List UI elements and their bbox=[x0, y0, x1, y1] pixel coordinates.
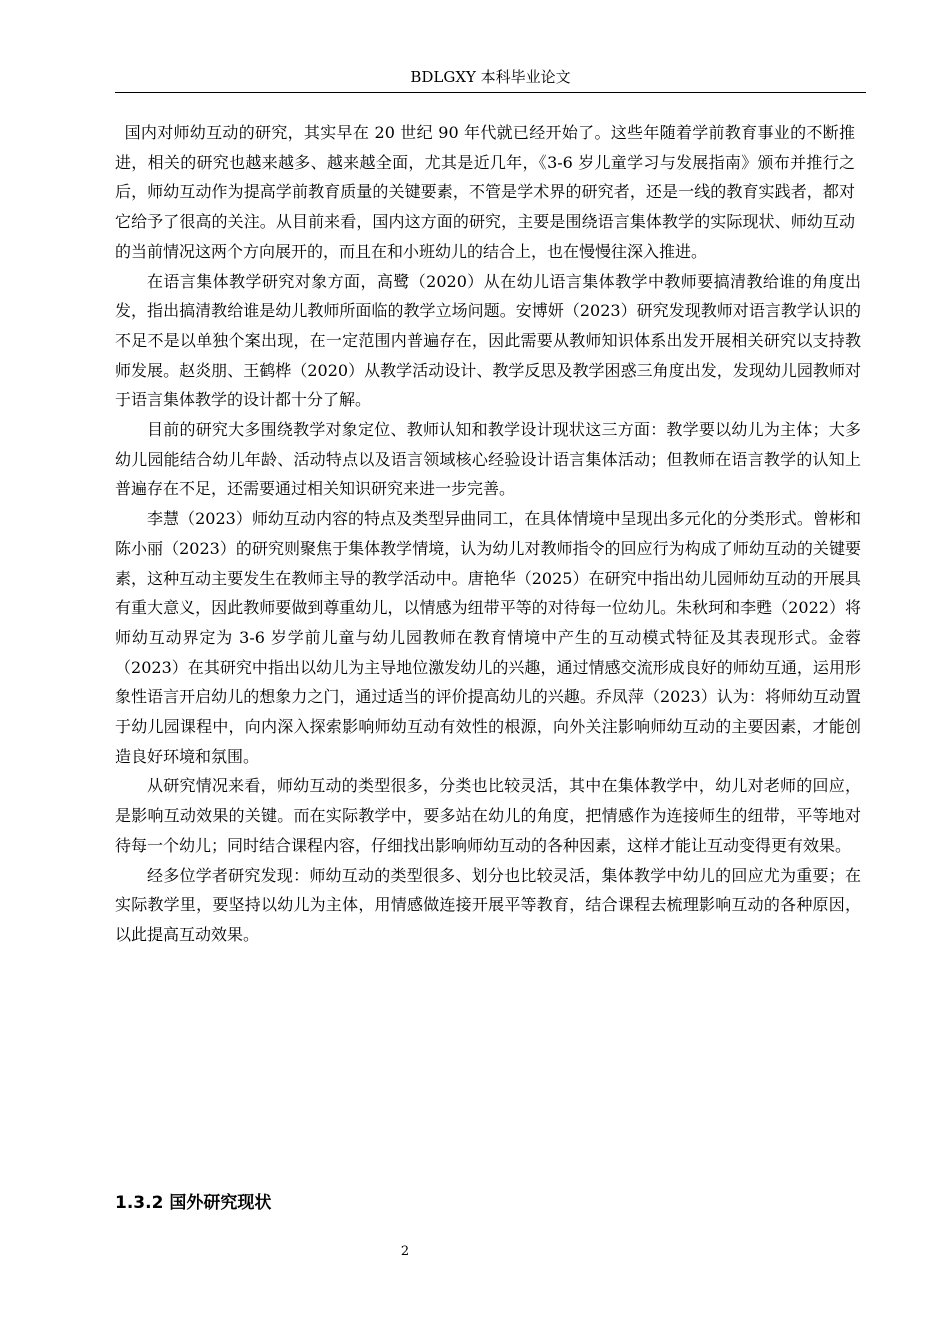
header-title: BDLGXY 本科毕业论文 bbox=[410, 68, 571, 86]
page-header bbox=[115, 66, 866, 93]
paragraph-2: 在语言集体教学研究对象方面，高鹭（2020）从在幼儿语言集体教学中教师要搞清教给谁的角度出发，指出搞清教给谁是幼儿教师所面临的教学立场问题。安博妍（2023）研究发现教师对语言教学认识的不足不是以单独个案出现，在一定范围内普遍存在，因此需要从教师知识体系出发开展相关研究以支持教师发展。赵炎朋、王鹤桦（2020）从教学活动设计、教学反思及教学困惑三角度出发，发现幼儿园教师对于语言集体教学的设计都十分了解。 bbox=[115, 271, 861, 410]
paragraph-6: 经多位学者研究发现：师幼互动的类型很多、划分也比较灵活，集体教学中幼儿的回应尤为重要；在实际教学里，要坚持以幼儿为主体，用情感做连接开展平等教育，结合课程去梳理影响互动的各种原因，以此提高互动效果。 bbox=[115, 865, 861, 944]
section-heading: 1.3.2 国外研究现状 bbox=[115, 1193, 272, 1213]
body-text bbox=[115, 118, 861, 950]
paragraph-3: 目前的研究大多围绕教学对象定位、教师认知和教学设计现状这三方面：教学要以幼儿为主体；大多幼儿园能结合幼儿年龄、活动特点以及语言领域核心经验设计语言集体活动；但教师在语言教学的认知上普遍存在不足，还需要通过相关知识研究来进一步完善。 bbox=[115, 420, 861, 499]
paragraph-1: 国内对师幼互动的研究，其实早在 20 世纪 90 年代就已经开始了。这些年随着学前教育事业的不断推进，相关的研究也越来越多、越来越全面，尤其是近几年，《3-6 岁儿童学习与发展指南》颁布并推行之后，师幼互动作为提高学前教育质量的关键要素，不管是学术界的研究者，还是一线的教育实践者，都对它给予了很高的关注。从目前来看，国内这方面的研究，主要是围绕语言集体教学的实际现状、师幼互动的当前情况这两个方向展开的，而且在和小班幼儿的结合上，也在慢慢往深入推进。 bbox=[115, 123, 855, 261]
paragraph-5: 从研究情况来看，师幼互动的类型很多，分类也比较灵活，其中在集体教学中，幼儿对老师的回应，是影响互动效果的关键。而在实际教学中，要多站在幼儿的角度，把情感作为连接师生的纽带，平等地对待每一个幼儿；同时结合课程内容，仔细找出影响师幼互动的各种因素，这样才能让互动变得更有效果。 bbox=[115, 776, 861, 855]
page-number: 2 bbox=[400, 1244, 410, 1259]
paragraph-4: 李慧（2023）师幼互动内容的特点及类型异曲同工，在具体情境中呈现出多元化的分类形式。曾彬和陈小丽（2023）的研究则聚焦于集体教学情境，认为幼儿对教师指令的回应行为构成了师幼互动的关键要素，这种互动主要发生在教师主导的教学活动中。唐艳华（2025）在研究中指出幼儿园师幼互动的开展具有重大意义，因此教师要做到尊重幼儿，以情感为纽带平等的对待每一位幼儿。朱秋珂和李甦（2022）将师幼互动界定为 3-6 岁学前儿童与幼儿园教师在教育情境中产生的互动模式特征及其表现形式。金蓉（2023）在其研究中指出以幼儿为主导地位激发幼儿的兴趣，通过情感交流形成良好的师幼互通，运用形象性语言开启幼儿的想象力之门，通过适当的评价提高幼儿的兴趣。乔凤萍（2023）认为：将师幼互动置于幼儿园课程中，向内深入探索影响师幼互动有效性的根源，向外关注影响师幼互动的主要因素，才能创造良好环境和氛围。 bbox=[115, 509, 861, 766]
